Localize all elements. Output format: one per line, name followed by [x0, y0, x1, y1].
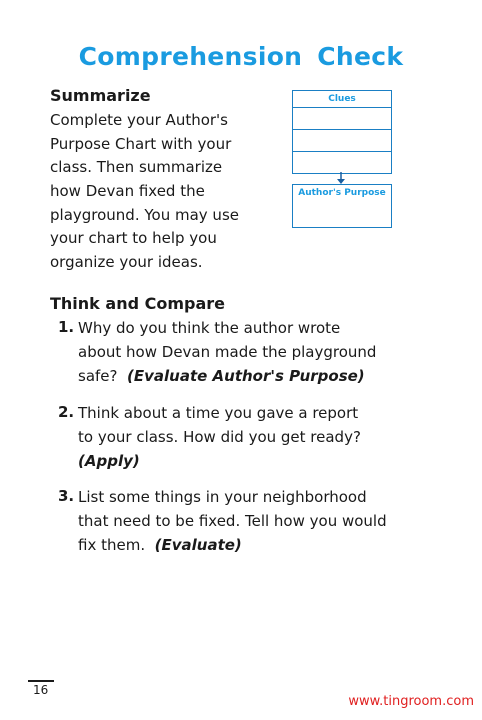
question-line: [78, 364, 423, 388]
question-line: that need to be fixed. Tell how you would: [78, 512, 387, 530]
question-skill-tag: (Apply): [78, 452, 140, 470]
summarize-line: playground. You may use: [50, 206, 239, 224]
summarize-line: class. Then summarize: [50, 158, 223, 176]
authors-purpose-box: [292, 184, 392, 228]
question-line: about how Devan made the playground: [78, 343, 377, 361]
question-line: List some things in your neighborhood: [78, 488, 367, 506]
summarize-line: Purpose Chart with your: [50, 135, 232, 153]
question-number: 2.: [58, 403, 75, 421]
clues-label: Clues: [293, 91, 391, 108]
page-number-rule: [28, 680, 54, 682]
question-skill-tag: (Evaluate Author's Purpose): [127, 367, 365, 385]
question-line: Why do you think the author wrote: [78, 319, 341, 337]
question-number: 1.: [58, 318, 75, 336]
question-line: [78, 533, 423, 557]
clue-row: [293, 108, 391, 130]
page-number: 16: [33, 683, 49, 697]
question-last-line: fix them.: [78, 536, 146, 554]
question-skill-tag: (Evaluate): [154, 536, 242, 554]
summarize-heading: Summarize: [50, 86, 151, 105]
think-compare-heading: Think and Compare: [50, 294, 225, 313]
authors-purpose-label: Author's Purpose: [298, 188, 386, 198]
question-line: Think about a time you gave a report: [78, 404, 359, 422]
question-1: [78, 316, 423, 388]
summarize-line: organize your ideas.: [50, 253, 203, 271]
summarize-line: Complete your Author's: [50, 111, 228, 129]
question-number: 3.: [58, 487, 75, 505]
clue-row: [293, 152, 391, 173]
summarize-line: your chart to help you: [50, 229, 217, 247]
question-line: to your class. How did you get ready?: [78, 428, 361, 446]
clue-row: [293, 130, 391, 152]
question-last-line: safe?: [78, 367, 118, 385]
question-2: [78, 401, 423, 473]
arrow-down-icon: [336, 172, 346, 184]
page-title: Comprehension Check: [78, 42, 404, 71]
watermark: www.tingroom.com: [348, 694, 474, 709]
summarize-line: how Devan fixed the: [50, 182, 205, 200]
question-3: [78, 485, 423, 557]
clues-chart: [292, 90, 392, 174]
